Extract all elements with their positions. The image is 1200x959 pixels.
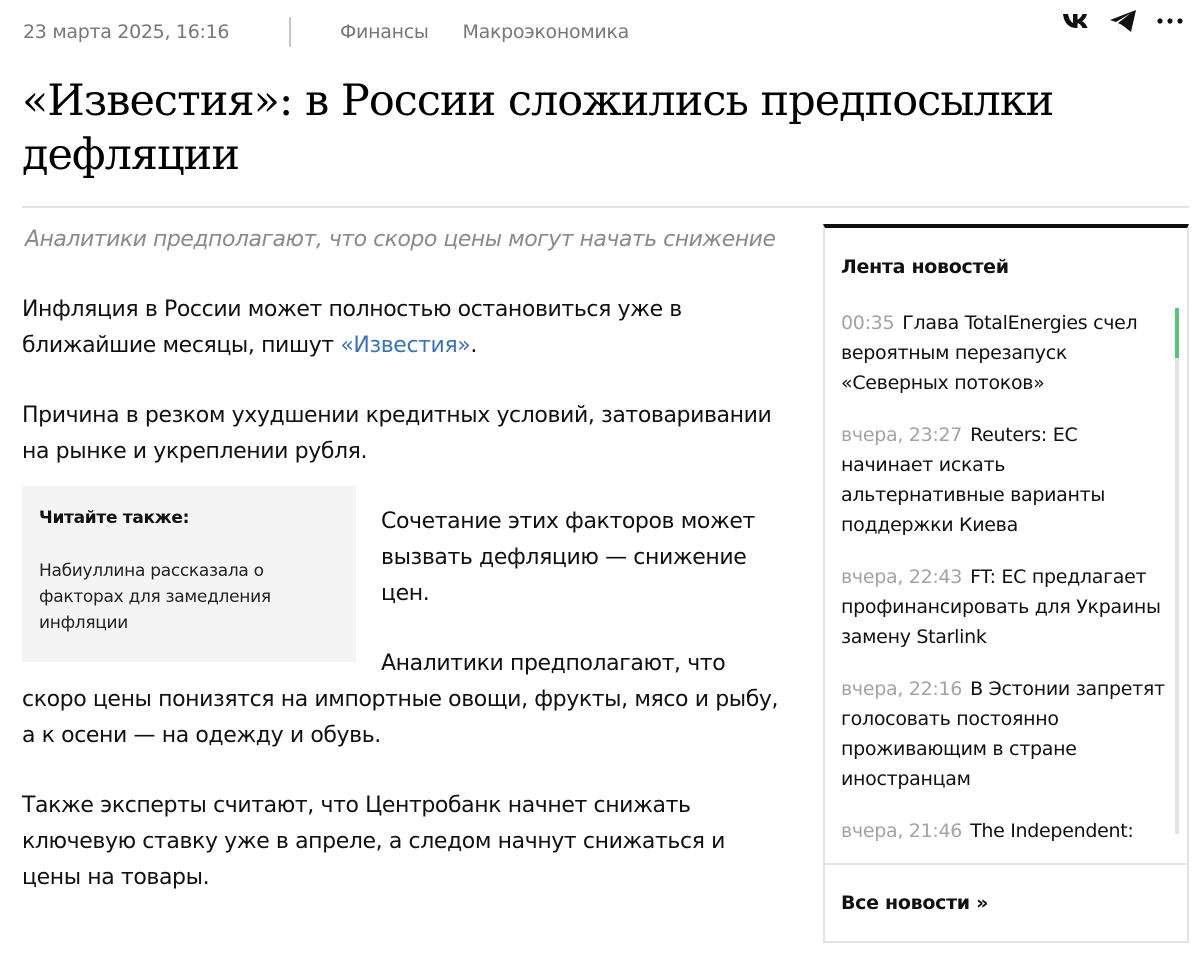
article-lead: Аналитики предполагают, что скоро цены могут начать снижение bbox=[25, 227, 776, 252]
source-link-izvestia[interactable]: «Известия» bbox=[340, 333, 471, 358]
read-also-link[interactable]: Набиуллина рассказала о факторах для замедления инфляции bbox=[39, 561, 271, 633]
news-feed-title: Лента новостей bbox=[841, 256, 1009, 278]
paragraph-3: Сочетание этих факторов может вызвать дефляцию — снижение цен. bbox=[381, 509, 755, 606]
article-meta-bar bbox=[23, 14, 1200, 50]
paragraph-4: Аналитики предполагают, что скоро цены понизятся на импортные овощи, фрукты, мясо и рыбу, а к осени — на одежду и обувь. bbox=[22, 651, 779, 748]
news-feed-item[interactable] bbox=[841, 562, 1171, 652]
news-time: вчера, 22:43 bbox=[841, 566, 963, 588]
news-feed-item[interactable] bbox=[841, 308, 1171, 398]
news-time: вчера, 22:16 bbox=[841, 678, 963, 700]
rubric-link-finance[interactable]: Финансы bbox=[340, 21, 429, 43]
news-feed-list[interactable] bbox=[841, 308, 1171, 843]
paragraph-5: Также эксперты считают, что Центробанк начнет снижать ключевую ставку уже в апреле, а следом начнут снижаться и цены на товары. bbox=[22, 793, 726, 890]
news-text: FT: ЕС предлагает профинансировать для Украины замену Starlink bbox=[841, 566, 1161, 648]
article-flow bbox=[22, 486, 782, 896]
all-news-link[interactable]: Все новости » bbox=[841, 892, 989, 914]
news-feed-footer-divider bbox=[825, 863, 1187, 865]
read-also-title: Читайте также: bbox=[39, 508, 190, 528]
article-headline: «Известия»: в России сложились предпосылки дефляции bbox=[22, 76, 1054, 180]
news-text: Глава TotalEnergies счел вероятным перезапуск «Северных потоков» bbox=[841, 312, 1138, 394]
news-feed-item[interactable] bbox=[841, 420, 1171, 540]
news-text: Reuters: ЕС начинает искать альтернативные варианты поддержки Киева bbox=[841, 424, 1106, 536]
read-also-box bbox=[22, 486, 356, 662]
article-body bbox=[22, 222, 782, 896]
meta-divider bbox=[289, 17, 291, 47]
news-time: вчера, 23:27 bbox=[841, 424, 963, 446]
news-time: вчера, 21:46 bbox=[841, 820, 963, 842]
publish-date: 23 марта 2025, 16:16 bbox=[23, 21, 230, 43]
news-text: The Independent: bbox=[970, 820, 1134, 842]
news-feed-scrollbar[interactable] bbox=[1175, 308, 1179, 834]
paragraph-1 bbox=[22, 292, 782, 364]
news-time: 00:35 bbox=[841, 312, 895, 334]
rubric-link-macroeconomics[interactable]: Макроэкономика bbox=[462, 21, 629, 43]
news-text: В Эстонии запретят голосовать постоянно проживающим в стране иностранцам bbox=[841, 678, 1165, 790]
paragraph-2: Причина в резком ухудшении кредитных условий, затоваривании на рынке и укреплении рубля. bbox=[22, 403, 772, 464]
news-feed bbox=[823, 224, 1189, 943]
paragraph-1-end: . bbox=[470, 333, 477, 358]
paragraph-1-text: Инфляция в России может полностью остановиться уже в ближайшие месяцы, пишут bbox=[22, 297, 682, 358]
news-feed-item[interactable] bbox=[841, 816, 1171, 843]
news-feed-scroll-thumb[interactable] bbox=[1175, 308, 1179, 358]
vk-icon[interactable] bbox=[1062, 10, 1090, 32]
share-bar bbox=[1062, 10, 1184, 32]
headline-divider bbox=[22, 206, 1189, 208]
telegram-icon[interactable] bbox=[1109, 10, 1137, 32]
news-feed-item[interactable] bbox=[841, 674, 1171, 794]
more-icon[interactable] bbox=[1156, 10, 1184, 32]
